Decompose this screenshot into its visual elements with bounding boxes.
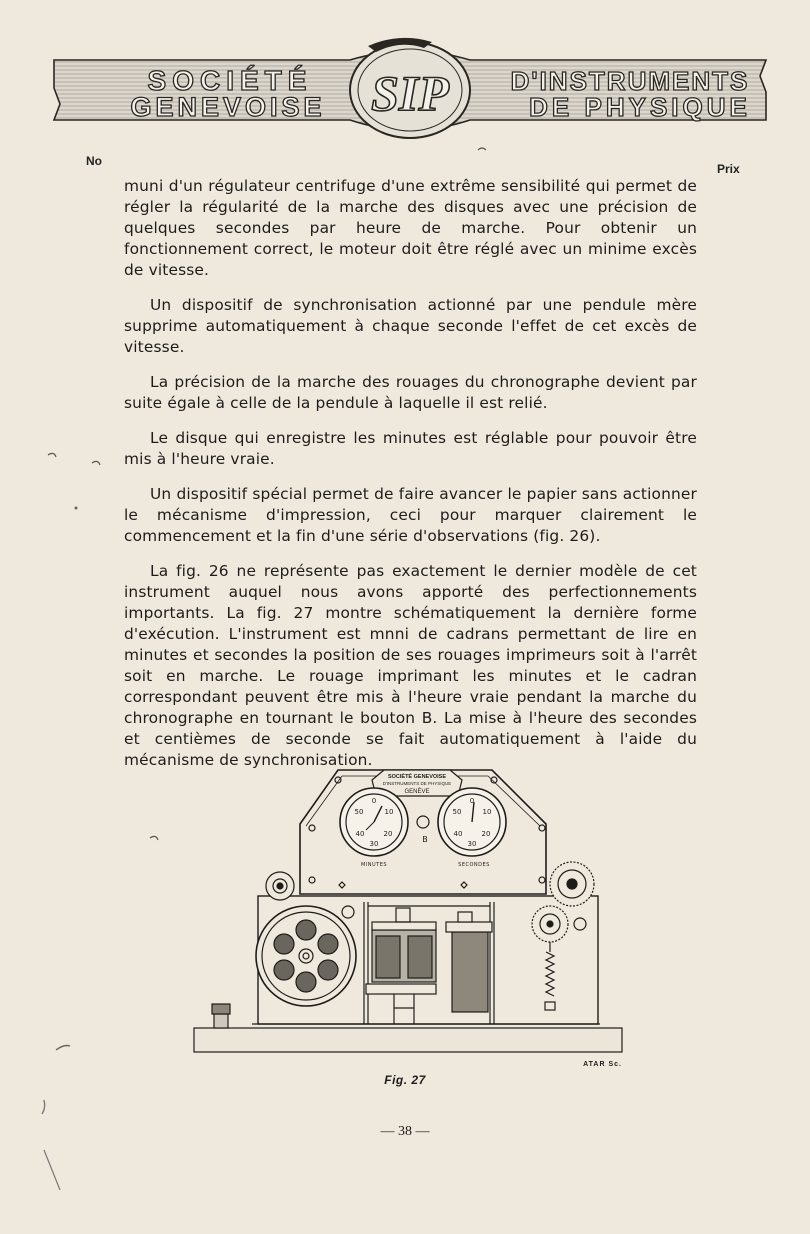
paragraph: Un dispositif spécial permet de faire avancer le papier sans actionner le mécanisme d'impression, ceci pour marquer clairement le commencement et la fin d'une série d'observations (fig. 26). — [124, 485, 697, 545]
seconds-dial — [438, 788, 506, 856]
svg-text:20: 20 — [481, 830, 491, 838]
base-plate — [194, 1028, 622, 1052]
header-left-line2: GENEVOISE — [130, 92, 326, 122]
body-text — [124, 176, 697, 785]
plate-line2: D'INSTRUMENTS DE PHYSIQUE — [382, 781, 452, 786]
button-b-label: B — [422, 835, 428, 844]
header-right-line2: DE PHYSIQUE — [529, 92, 751, 122]
svg-text:50: 50 — [354, 808, 364, 816]
header-right-line1: D'INSTRUMENTS — [510, 66, 750, 96]
svg-text:40: 40 — [355, 830, 365, 838]
price-column-label: Prix — [717, 162, 740, 176]
number-column-label: No — [86, 154, 102, 168]
svg-text:10: 10 — [384, 808, 394, 816]
plate-line3: GENÈVE — [404, 789, 430, 795]
chronograph-illustration — [188, 762, 628, 1070]
paragraph: Le disque qui enregistre les minutes est réglable pour pouvoir être mis à l'heure vraie. — [124, 429, 697, 468]
page-number: — 38 — — [380, 1124, 430, 1139]
svg-text:30: 30 — [369, 840, 379, 848]
svg-text:50: 50 — [452, 808, 462, 816]
svg-text:20: 20 — [383, 830, 393, 838]
svg-text:0: 0 — [469, 797, 475, 805]
svg-text:30: 30 — [467, 840, 477, 848]
paragraph: Un dispositif de synchronisation actionné par une pendule mère supprime automatiquement à chaque seconde l'effet de cet excès de vitesse. — [124, 296, 697, 356]
figure-caption: Fig. 27 — [384, 1073, 426, 1087]
svg-text:40: 40 — [453, 830, 463, 838]
minutes-dial — [340, 788, 408, 856]
minutes-label: MINUTES — [360, 862, 388, 868]
header-banner — [50, 28, 770, 148]
header-left-line1: SOCIÉTÉ — [147, 65, 313, 96]
svg-text:0: 0 — [371, 797, 377, 805]
paragraph: La précision de la marche des rouages du chronographe devient par suite égale à celle de la pendule à laquelle il est relié. — [124, 373, 697, 412]
seconds-label: SECONDES — [458, 862, 490, 868]
engraver-credit: ATAR Sc. — [583, 1061, 622, 1068]
paper-drum — [256, 906, 356, 1006]
paragraph: muni d'un régulateur centrifuge d'une extrême sensibilité qui permet de régler la régularité de la marche des disques avec une précision de quelques secondes par heure de marche. Pour obtenir un fonctionnement correct, le moteur doit être réglé avec un minime excès de vitesse. — [124, 177, 697, 279]
logo-text: SIP — [371, 65, 449, 121]
plate-line1: SOCIÉTÉ GENEVOISE — [387, 774, 447, 780]
paragraph: La fig. 26 ne représente pas exactement le dernier modèle de cet instrument auquel nous avons apporté des perfectionnements importants. La fig. 27 montre schématiquement la dernière forme d'exécution. L'instrument est mnni de cadrans permettant de lire en minutes et secondes la position de ses rouages imprimeurs soit à l'arrêt soit en marche. Le rouage imprimant les minutes et le cadran correspondant peuvent être mis à l'heure vraie pendant la marche du chronographe en tournant le bouton B. La mise à l'heure des secondes et centièmes de seconde se fait automatiquement à l'aide du mécanisme de synchronisation. — [124, 562, 697, 769]
svg-text:10: 10 — [482, 808, 492, 816]
